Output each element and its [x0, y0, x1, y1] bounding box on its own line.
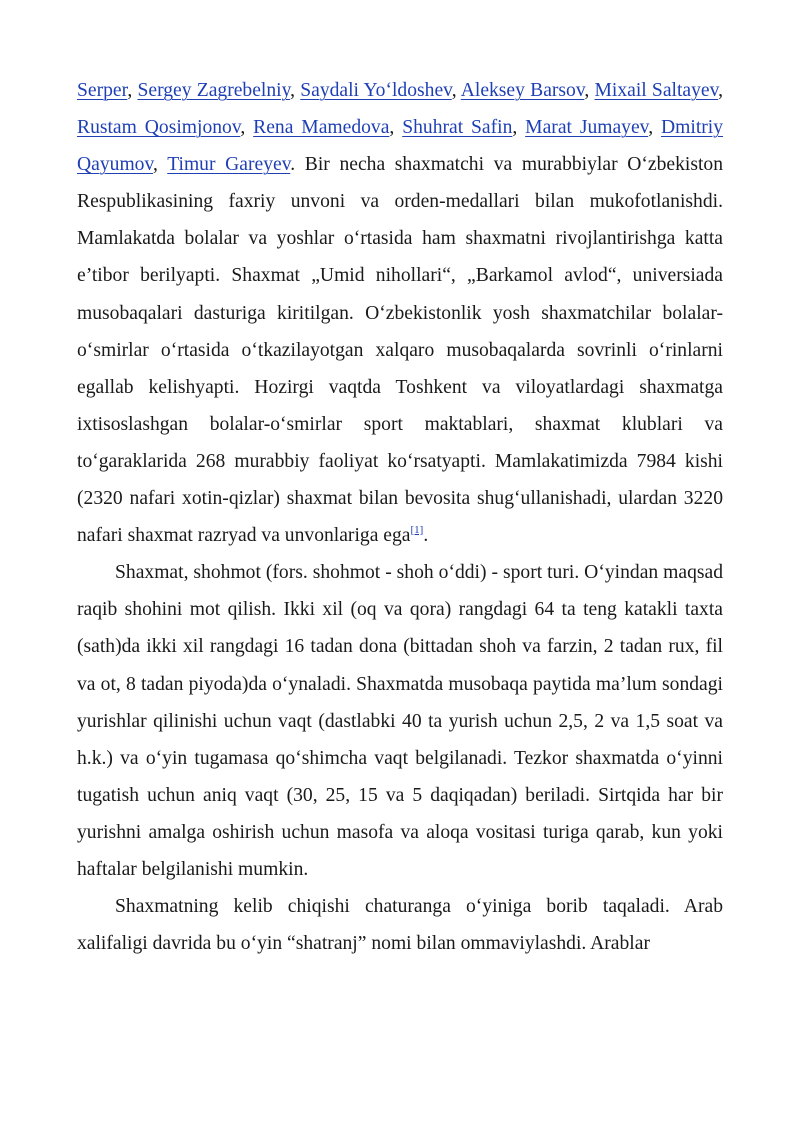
link-mixail-saltayev[interactable]: Mixail Saltayev: [594, 80, 719, 101]
link-timur-gareyev[interactable]: Timur Gareyev: [167, 154, 291, 176]
document-body: [77, 72, 723, 962]
paragraph-end-period: .: [423, 525, 429, 547]
link-serper[interactable]: Serper: [77, 80, 128, 101]
link-rustam-qosimjonov[interactable]: Rustam Qosimjonov: [77, 117, 241, 139]
link-marat-jumayev[interactable]: Marat Jumayev: [525, 117, 649, 139]
link-dmitriy-qayumov[interactable]: Dmitriy Qayumov: [77, 117, 724, 176]
paragraph-chess-players: Serper, Sergey Zagrebelniy, Saydali Yo‘ldoshev, Aleksey Barsov, Mixail Saltayev, Rustam Qosimjonov, Rena Mamedova, Shuhrat Safin, Marat Jumayev, Dmitriy Qayumov, Timur Gareyev. Bir necha shaxmatchi va murabbiylar O‘zbekiston Respublikasining faxriy unvoni va orden-medallari bilan mukofotlanishdi. Mamlakatda bolalar va yoshlar o‘rtasida ham shaxmatni rivojlantirishga katta e’tibor berilyapti. Shaxmat „Umid nihollari“, „Barkamol avlod“, universiada musobaqalari dasturiga kiritilgan. O‘zbekistonlik yosh shaxmatchilar bolalar-o‘smirlar o‘rtasida o‘tkazilayotgan xalqaro musobaqalarda sovrinli o‘rinlarni egallab kelishyapti. Hozirgi vaqtda Toshkent va viloyatlardagi shaxmatga ixtisoslashgan bolalar-o‘smirlar sport maktablari, shaxmat klublari va to‘garaklarida 268 murabbiy faoliyat ko‘rsatyapti. Mamlakatimizda 7984 kishi (2320 nafari xotin-qizlar) shaxmat bilan bevosita shug‘ullanishadi, ulardan 3220 nafari shaxmat razryad va unvonlariga ega[1].: [77, 80, 724, 547]
link-saydali-yoldoshev[interactable]: Saydali Yo‘ldoshev: [300, 80, 452, 101]
link-aleksey-barsov[interactable]: Aleksey Barsov: [460, 80, 585, 101]
paragraph-chess-definition: Shaxmat, shohmot (fors. shohmot - shoh o‘ddi) - sport turi. O‘yindan maqsad raqib shohini mot qilish. Ikki xil (oq va qora) rangdagi 64 ta teng katakli taxta (sath)da ikki xil rangdagi 16 tadan dona (bittadan shoh va farzin, 2 tadan rux, fil va ot, 8 tadan piyoda)da o‘ynaladi. Shaxmatda musobaqa paytida ma’lum sondagi yurishlar qilinishi uchun vaqt (dastlabki 40 ta yurish uchun 2,5, 2 va 1,5 soat va h.k.) va o‘yin tugamasa qo‘shimcha vaqt belgilanadi. Tezkor shaxmatda o‘yinni tugatish uchun aniq vaqt (30, 25, 15 va 5 daqiqadan) beriladi. Sirtqida har bir yurishni amalga oshirish uchun masofa va aloqa vositasi turiga qarab, kun yoki haftalar belgilanishi mumkin.: [77, 562, 723, 880]
link-rena-mamedova[interactable]: Rena Mamedova: [253, 117, 390, 139]
footnote-ref: [410, 524, 423, 536]
link-sergey-zagrebelniy[interactable]: Sergey Zagrebelniy: [137, 80, 291, 101]
paragraph-chess-players-text: . Bir necha shaxmatchi va murabbiylar O‘zbekiston Respublikasining faxriy unvoni va orden-medallari bilan mukofotlanishdi. Mamlakatda bolalar va yoshlar o‘rtasida ham shaxmatni rivojlantirishga katta e’tibor berilyapti. Shaxmat „Umid nihollari“, „Barkamol avlod“, universiada musobaqalari dasturiga kiritilgan. O‘zbekistonlik yosh shaxmatchilar bolalar-o‘smirlar o‘rtasida o‘tkazilayotgan xalqaro musobaqalarda sovrinli o‘rinlarni egallab kelishyapti. Hozirgi vaqtda Toshkent va viloyatlardagi shaxmatga ixtisoslashgan bolalar-o‘smirlar sport maktablari, shaxmat klublari va to‘garaklarida 268 murabbiy faoliyat ko‘rsatyapti. Mamlakatimizda 7984 kishi (2320 nafari xotin-qizlar) shaxmat bilan bevosita shug‘ullanishadi, ulardan 3220 nafari shaxmat razryad va unvonlariga ega: [77, 154, 724, 547]
footnote-link-1[interactable]: [1]: [410, 523, 424, 536]
link-shuhrat-safin[interactable]: Shuhrat Safin: [402, 117, 513, 139]
paragraph-chess-origin: Shaxmatning kelib chiqishi chaturanga o‘yiniga borib taqaladi. Arab xalifaligi davrida bu o‘yin “shatranj” nomi bilan ommaviylashdi. Arablar: [77, 896, 723, 955]
